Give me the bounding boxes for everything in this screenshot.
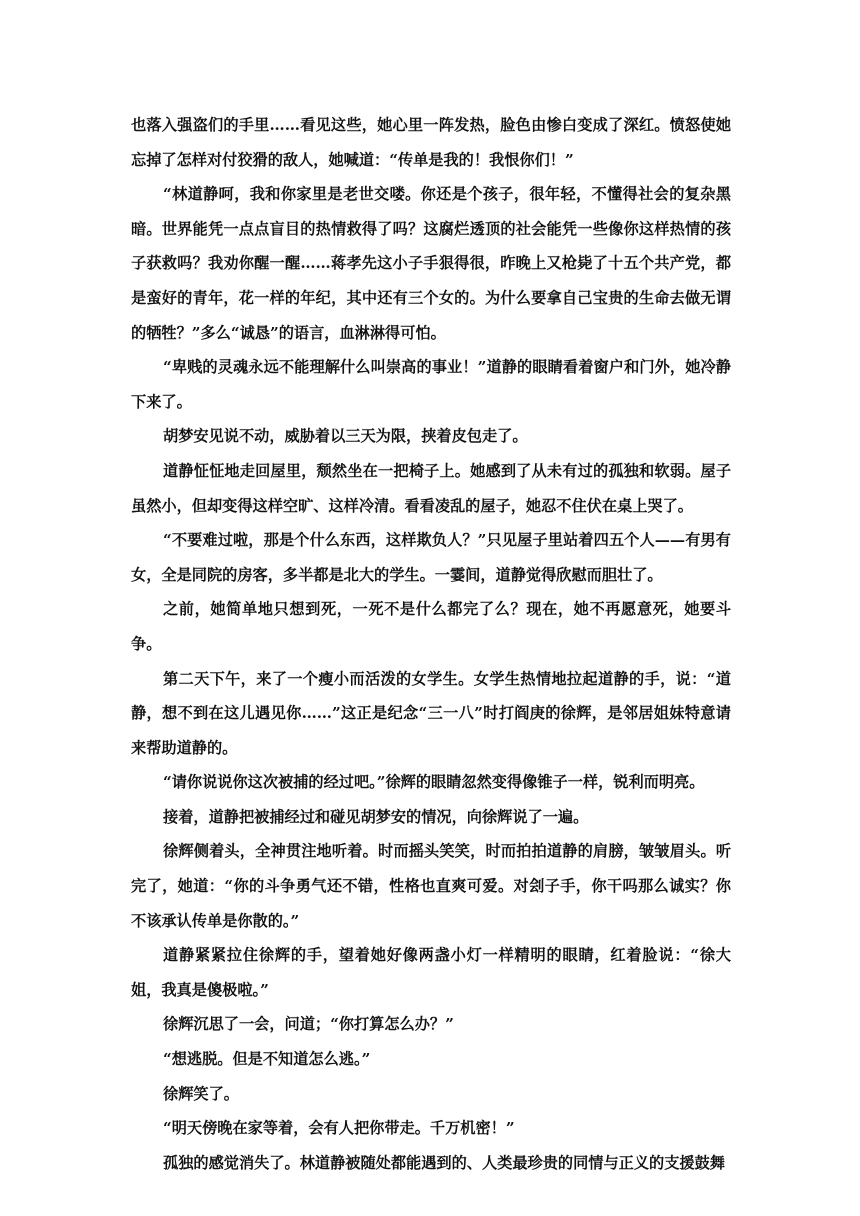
paragraph: 孤独的感觉消失了。林道静被随处都能遇到的、人类最珍贵的同情与正义的支援鼓舞 bbox=[163, 1153, 725, 1172]
paragraph: “不要难过啦，那是个什么东西，这样欺负人？”只见屋子里站着四五个人——有男有女，全是同院的房客，多半都是北大的学生。一霎间，道静觉得欣慰而胆壮了。 bbox=[131, 531, 731, 584]
paragraph: 徐辉笑了。 bbox=[163, 1084, 239, 1103]
paragraph: “卑贱的灵魂永远不能理解什么叫崇高的事业！”道静的眼睛看着窗户和门外，她冷静下来了。 bbox=[131, 358, 731, 411]
paragraph: 胡梦安见说不动，威胁着以三天为限，挟着皮包走了。 bbox=[163, 427, 528, 446]
paragraph: 第二天下午，来了一个瘦小而活泼的女学生。女学生热情地拉起道静的手，说：“道静，想不到在这儿遇见你……”这正是纪念“三一八”时打阎庚的徐辉，是邻居姐妹特意请来帮助道静的。 bbox=[131, 669, 731, 757]
paragraph: “想逃脱。但是不知道怎么逃。” bbox=[163, 1050, 371, 1069]
paragraph: 徐辉沉思了一会，问道；“你打算怎么办？” bbox=[163, 1015, 454, 1034]
paragraph: “明天傍晚在家等着，会有人把你带走。千万机密！” bbox=[163, 1119, 515, 1138]
paragraph: 道静怔怔地走回屋里，颓然坐在一把椅子上。她感到了从未有过的孤独和软弱。屋子虽然小，但却变得这样空旷、这样冷清。看看凌乱的屋子，她忍不住伏在桌上哭了。 bbox=[131, 461, 731, 515]
paragraph: 道静紧紧拉住徐辉的手，望着她好像两盏小灯一样精明的眼睛，红着脸说：“徐大姐，我真是傻极啦。” bbox=[131, 946, 731, 999]
paragraph: “请你说说你这次被捕的经过吧。”徐辉的眼睛忽然变得像锥子一样，锐利而明亮。 bbox=[163, 773, 705, 792]
paragraph: 也落入强盗们的手里……看见这些，她心里一阵发热，脸色由惨白变成了深红。愤怒使她忘掉了怎样对付狡猾的敌人，她喊道：“传单是我的！我恨你们！” bbox=[131, 116, 731, 169]
paragraph: “林道静呵，我和你家里是老世交喽。你还是个孩子，很年轻，不懂得社会的复杂黑暗。世界能凭一点点盲目的热情救得了吗？这腐烂透顶的社会能凭一些像你这样热情的孩子获救吗？我劝你醒一醒……蒋孝先这小子手狠得很，昨晚上又枪毙了十五个共产党，都是蛮好的青年，花一样的年纪，其中还有三个女的。为什么要拿自己宝贵的生命去做无谓的牺牲？”多么“诚恳”的语言，血淋淋得可怕。 bbox=[131, 185, 731, 342]
paragraph: 徐辉侧着头，全神贯注地听着。时而摇头笑笑，时而拍拍道静的肩膀，皱皱眉头。听完了，她道：“你的斗争勇气还不错，性格也直爽可爱。对刽子手，你干吗那么诚实？你不该承认传单是你散的。” bbox=[131, 842, 731, 930]
body-text bbox=[131, 108, 731, 1180]
paragraph: 之前，她简单地只想到死，一死不是什么都完了么？现在，她不再愿意死，她要斗争。 bbox=[131, 600, 731, 653]
paragraph: 接着，道静把被捕经过和碰见胡梦安的情况，向徐辉说了一遍。 bbox=[163, 807, 589, 826]
